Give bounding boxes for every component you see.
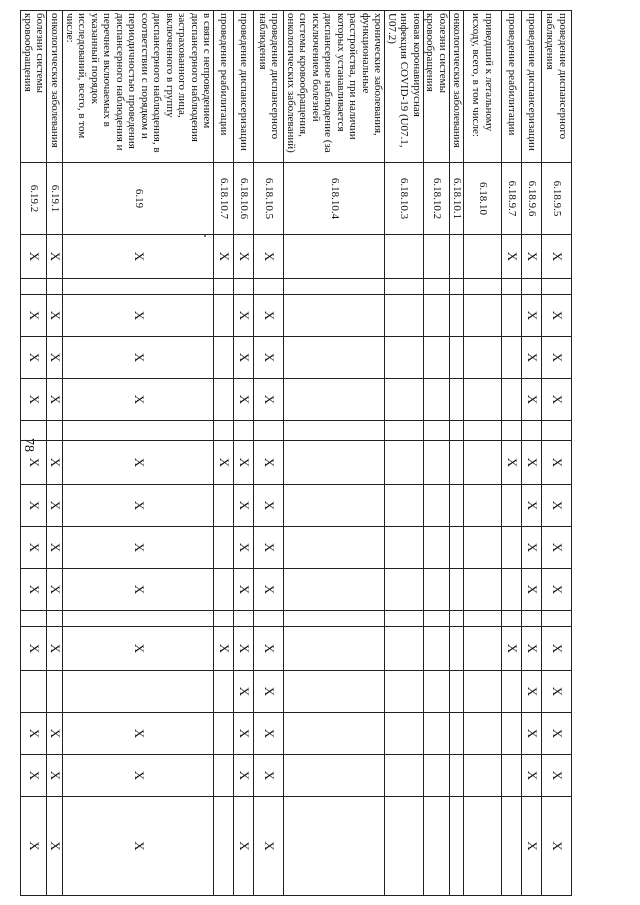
empty-cell xyxy=(450,485,464,527)
empty-cell xyxy=(542,279,572,295)
x-mark-cell: X xyxy=(502,441,522,485)
table-row xyxy=(234,11,254,896)
x-mark-cell: X xyxy=(63,295,214,337)
x-mark-cell: X xyxy=(234,627,254,671)
row-code: 6.19.1 xyxy=(47,163,63,235)
x-mark-cell: X xyxy=(214,627,234,671)
x-mark-cell: X xyxy=(47,235,63,279)
empty-cell xyxy=(284,755,385,797)
row-label: болезни системы кровообращения xyxy=(21,11,47,163)
x-mark-cell: X xyxy=(21,337,47,379)
empty-cell xyxy=(385,671,424,713)
empty-cell xyxy=(450,713,464,755)
x-mark-cell: X xyxy=(542,755,572,797)
empty-cell xyxy=(284,295,385,337)
x-mark-cell: X xyxy=(63,527,214,569)
empty-cell xyxy=(254,611,284,627)
empty-cell xyxy=(284,485,385,527)
empty-cell xyxy=(464,441,502,485)
x-mark-cell: X xyxy=(522,441,542,485)
empty-cell xyxy=(450,441,464,485)
x-mark-cell: X xyxy=(254,627,284,671)
row-code: 6.18.10.7 xyxy=(214,163,234,235)
x-mark-cell: X xyxy=(63,485,214,527)
empty-cell xyxy=(284,611,385,627)
empty-cell xyxy=(450,671,464,713)
x-mark-cell: X xyxy=(21,485,47,527)
x-mark-cell: X xyxy=(63,337,214,379)
x-mark-cell: X xyxy=(234,671,254,713)
x-mark-cell: X xyxy=(63,235,214,279)
x-mark-cell: X xyxy=(63,379,214,421)
empty-cell xyxy=(385,611,424,627)
empty-cell xyxy=(450,337,464,379)
empty-cell xyxy=(450,797,464,896)
empty-cell xyxy=(502,295,522,337)
table-row xyxy=(21,11,47,896)
empty-cell xyxy=(522,279,542,295)
x-mark-cell: X xyxy=(542,569,572,611)
x-mark-cell: X xyxy=(502,235,522,279)
empty-cell xyxy=(502,611,522,627)
x-mark-cell: X xyxy=(234,379,254,421)
empty-cell xyxy=(424,671,450,713)
x-mark-cell: X xyxy=(542,441,572,485)
x-mark-cell: X xyxy=(47,527,63,569)
x-mark-cell: X xyxy=(522,379,542,421)
x-mark-cell: X xyxy=(21,441,47,485)
x-mark-cell: X xyxy=(542,485,572,527)
empty-cell xyxy=(450,627,464,671)
row-label: проведение диспансеризации xyxy=(522,11,542,163)
empty-cell xyxy=(464,797,502,896)
empty-cell xyxy=(450,527,464,569)
row-label: в связи с непроведением диспансерного наблюдения застрахованного лица, включенного в группу диспансерного наблюдения, в соответствии с порядком и периодичностью проведения диспансерного наблюдения и перечнем включаемых в указанный порядок исследований, всего, в том числе: xyxy=(63,11,214,163)
table-row xyxy=(424,11,450,896)
empty-cell xyxy=(47,671,63,713)
row-code: 6.18.9.6 xyxy=(522,163,542,235)
empty-cell xyxy=(214,421,234,441)
empty-cell xyxy=(424,797,450,896)
empty-cell xyxy=(450,421,464,441)
x-mark-cell: X xyxy=(21,797,47,896)
empty-cell xyxy=(542,421,572,441)
empty-cell xyxy=(47,611,63,627)
empty-cell xyxy=(284,379,385,421)
x-mark-cell: X xyxy=(47,713,63,755)
empty-cell xyxy=(385,527,424,569)
empty-cell xyxy=(254,279,284,295)
empty-cell xyxy=(502,527,522,569)
x-mark-cell: X xyxy=(21,527,47,569)
row-label: проведение диспансеризации xyxy=(234,11,254,163)
x-mark-cell: X xyxy=(234,485,254,527)
x-mark-cell: X xyxy=(254,337,284,379)
table-row xyxy=(47,11,63,896)
x-mark-cell: X xyxy=(47,797,63,896)
table-row xyxy=(284,11,385,896)
empty-cell xyxy=(63,279,214,295)
x-mark-cell: X xyxy=(522,569,542,611)
x-mark-cell: X xyxy=(21,379,47,421)
empty-cell xyxy=(424,295,450,337)
x-mark-cell: X xyxy=(234,441,254,485)
empty-cell xyxy=(424,527,450,569)
x-mark-cell: X xyxy=(47,379,63,421)
row-code: 6.18.9.5 xyxy=(542,163,572,235)
empty-cell xyxy=(464,279,502,295)
x-mark-cell: X xyxy=(21,713,47,755)
x-mark-cell: X xyxy=(21,295,47,337)
table-row xyxy=(464,11,502,896)
empty-cell xyxy=(502,279,522,295)
empty-cell xyxy=(214,337,234,379)
x-mark-cell: X xyxy=(254,485,284,527)
empty-cell xyxy=(424,627,450,671)
empty-cell xyxy=(21,421,47,441)
row-code: 6.18.10.1 xyxy=(450,163,464,235)
empty-cell xyxy=(502,797,522,896)
empty-cell xyxy=(424,235,450,279)
table-row xyxy=(542,11,572,896)
empty-cell xyxy=(385,295,424,337)
empty-cell xyxy=(284,671,385,713)
empty-cell xyxy=(284,441,385,485)
x-mark-cell: X xyxy=(254,713,284,755)
empty-cell xyxy=(385,441,424,485)
empty-cell xyxy=(464,337,502,379)
x-mark-cell: X xyxy=(63,797,214,896)
x-mark-cell: X xyxy=(522,527,542,569)
empty-cell xyxy=(385,235,424,279)
x-mark-cell: X xyxy=(254,797,284,896)
x-mark-cell: X xyxy=(542,337,572,379)
empty-cell xyxy=(502,421,522,441)
x-mark-cell: X xyxy=(234,755,254,797)
x-mark-cell: X xyxy=(47,295,63,337)
empty-cell xyxy=(424,337,450,379)
x-mark-cell: X xyxy=(254,755,284,797)
row-label: проведение диспансерного наблюдения xyxy=(542,11,572,163)
empty-cell xyxy=(214,569,234,611)
empty-cell xyxy=(542,611,572,627)
row-label: новая коронавирусная инфекция COVID-19 (U07.1, U07.2) xyxy=(385,11,424,163)
empty-cell xyxy=(214,755,234,797)
x-mark-cell: X xyxy=(63,713,214,755)
x-mark-cell: X xyxy=(254,379,284,421)
x-mark-cell: X xyxy=(542,627,572,671)
empty-cell xyxy=(424,379,450,421)
row-label: приведший к летальному исходу, всего, в том числе: xyxy=(464,11,502,163)
x-mark-cell: X xyxy=(254,295,284,337)
row-label: онкологические заболевания xyxy=(47,11,63,163)
x-mark-cell: X xyxy=(47,755,63,797)
x-mark-cell: X xyxy=(234,797,254,896)
table-row xyxy=(254,11,284,896)
empty-cell xyxy=(214,797,234,896)
empty-cell xyxy=(385,279,424,295)
x-mark-cell: X xyxy=(63,627,214,671)
empty-cell xyxy=(47,279,63,295)
x-mark-cell: X xyxy=(522,755,542,797)
empty-cell xyxy=(502,671,522,713)
x-mark-cell: X xyxy=(234,295,254,337)
x-mark-cell: X xyxy=(47,337,63,379)
empty-cell xyxy=(502,569,522,611)
x-mark-cell: X xyxy=(254,671,284,713)
table-row xyxy=(522,11,542,896)
x-mark-cell: X xyxy=(522,485,542,527)
row-code: 6.18.10.2 xyxy=(424,163,450,235)
empty-cell xyxy=(385,627,424,671)
empty-cell xyxy=(464,755,502,797)
empty-cell xyxy=(214,379,234,421)
row-code: 6.18.10.6 xyxy=(234,163,254,235)
empty-cell xyxy=(450,235,464,279)
x-mark-cell: X xyxy=(542,235,572,279)
table-row xyxy=(450,11,464,896)
empty-cell xyxy=(63,421,214,441)
row-label: болезни системы кровообращения xyxy=(424,11,450,163)
x-mark-cell: X xyxy=(542,797,572,896)
x-mark-cell: X xyxy=(47,569,63,611)
empty-cell xyxy=(234,279,254,295)
empty-cell xyxy=(385,569,424,611)
x-mark-cell: X xyxy=(234,713,254,755)
row-label: проведение реабилитации xyxy=(502,11,522,163)
x-mark-cell: X xyxy=(234,569,254,611)
x-mark-cell: X xyxy=(47,441,63,485)
x-mark-cell: X xyxy=(542,295,572,337)
x-mark-cell: X xyxy=(234,337,254,379)
x-mark-cell: X xyxy=(254,235,284,279)
empty-cell xyxy=(464,713,502,755)
empty-cell xyxy=(450,569,464,611)
empty-cell xyxy=(254,421,284,441)
empty-cell xyxy=(284,337,385,379)
x-mark-cell: X xyxy=(522,713,542,755)
empty-cell xyxy=(464,295,502,337)
empty-cell xyxy=(424,441,450,485)
empty-cell xyxy=(214,611,234,627)
x-mark-cell: X xyxy=(522,797,542,896)
x-mark-cell: X xyxy=(21,627,47,671)
empty-cell xyxy=(284,569,385,611)
x-mark-cell: X xyxy=(214,441,234,485)
empty-cell xyxy=(424,713,450,755)
row-code: 6.19 xyxy=(63,163,214,235)
statistics-table xyxy=(21,10,573,896)
empty-cell xyxy=(385,797,424,896)
empty-cell xyxy=(424,569,450,611)
row-label: проведение диспансерного наблюдения xyxy=(254,11,284,163)
x-mark-cell: X xyxy=(47,485,63,527)
empty-cell xyxy=(522,611,542,627)
x-mark-cell: X xyxy=(542,671,572,713)
table-row xyxy=(63,11,214,896)
empty-cell xyxy=(522,421,542,441)
empty-cell xyxy=(502,713,522,755)
empty-cell xyxy=(424,611,450,627)
x-mark-cell: X xyxy=(502,627,522,671)
empty-cell xyxy=(284,627,385,671)
x-mark-cell: X xyxy=(21,755,47,797)
empty-cell xyxy=(284,797,385,896)
x-mark-cell: X xyxy=(63,569,214,611)
empty-cell xyxy=(450,295,464,337)
empty-cell xyxy=(284,235,385,279)
empty-cell xyxy=(214,279,234,295)
empty-cell xyxy=(47,421,63,441)
row-code: 6.19.2 xyxy=(21,163,47,235)
x-mark-cell: X xyxy=(63,441,214,485)
empty-cell xyxy=(502,755,522,797)
row-code: 6.18.10.5 xyxy=(254,163,284,235)
x-mark-cell: X xyxy=(522,295,542,337)
x-mark-cell: X xyxy=(542,527,572,569)
empty-cell xyxy=(63,671,214,713)
empty-cell xyxy=(424,421,450,441)
row-code: 6.18.10 xyxy=(464,163,502,235)
empty-cell xyxy=(385,379,424,421)
x-mark-cell: X xyxy=(21,569,47,611)
empty-cell xyxy=(464,671,502,713)
x-mark-cell: X xyxy=(254,569,284,611)
empty-cell xyxy=(385,421,424,441)
empty-cell xyxy=(464,627,502,671)
x-mark-cell: X xyxy=(542,379,572,421)
empty-cell xyxy=(450,379,464,421)
empty-cell xyxy=(21,671,47,713)
empty-cell xyxy=(21,279,47,295)
x-mark-cell: X xyxy=(522,337,542,379)
empty-cell xyxy=(450,279,464,295)
row-label: онкологические заболевания xyxy=(450,11,464,163)
x-mark-cell: X xyxy=(542,713,572,755)
empty-cell xyxy=(464,235,502,279)
empty-cell xyxy=(502,379,522,421)
empty-cell xyxy=(385,485,424,527)
empty-cell xyxy=(63,611,214,627)
empty-cell xyxy=(284,421,385,441)
empty-cell xyxy=(502,337,522,379)
x-mark-cell: X xyxy=(214,235,234,279)
x-mark-cell: X xyxy=(522,627,542,671)
table-row xyxy=(214,11,234,896)
empty-cell xyxy=(21,611,47,627)
row-code: 6.18.9.7 xyxy=(502,163,522,235)
empty-cell xyxy=(450,755,464,797)
empty-cell xyxy=(464,611,502,627)
table-row xyxy=(502,11,522,896)
empty-cell xyxy=(284,527,385,569)
row-code: 6.18.10.3 xyxy=(385,163,424,235)
x-mark-cell: X xyxy=(522,235,542,279)
empty-cell xyxy=(464,485,502,527)
empty-cell xyxy=(450,611,464,627)
empty-cell xyxy=(385,755,424,797)
empty-cell xyxy=(424,279,450,295)
empty-cell xyxy=(424,755,450,797)
empty-cell xyxy=(502,485,522,527)
empty-cell xyxy=(424,485,450,527)
empty-cell xyxy=(464,569,502,611)
x-mark-cell: X xyxy=(47,627,63,671)
table-row xyxy=(385,11,424,896)
x-mark-cell: X xyxy=(234,235,254,279)
x-mark-cell: X xyxy=(254,441,284,485)
empty-cell xyxy=(385,713,424,755)
empty-cell xyxy=(214,671,234,713)
empty-cell xyxy=(214,485,234,527)
empty-cell xyxy=(464,527,502,569)
x-mark-cell: X xyxy=(63,755,214,797)
empty-cell xyxy=(214,713,234,755)
row-label: хронические заболевания, функциональные расстройства, при наличии которых устанавливается диспансерное наблюдение (за исключением болезней системы кровообращения, онкологических заболеваний) xyxy=(284,11,385,163)
row-label: проведение реабилитации xyxy=(214,11,234,163)
row-code: 6.18.10.4 xyxy=(284,163,385,235)
empty-cell xyxy=(214,527,234,569)
empty-cell xyxy=(234,611,254,627)
empty-cell xyxy=(214,295,234,337)
page-number: 78 xyxy=(21,438,36,452)
x-mark-cell: X xyxy=(234,527,254,569)
empty-cell xyxy=(464,379,502,421)
x-mark-cell: X xyxy=(254,527,284,569)
empty-cell xyxy=(234,421,254,441)
x-mark-cell: X xyxy=(21,235,47,279)
empty-cell xyxy=(464,421,502,441)
empty-cell xyxy=(385,337,424,379)
empty-cell xyxy=(284,713,385,755)
x-mark-cell: X xyxy=(522,671,542,713)
empty-cell xyxy=(284,279,385,295)
